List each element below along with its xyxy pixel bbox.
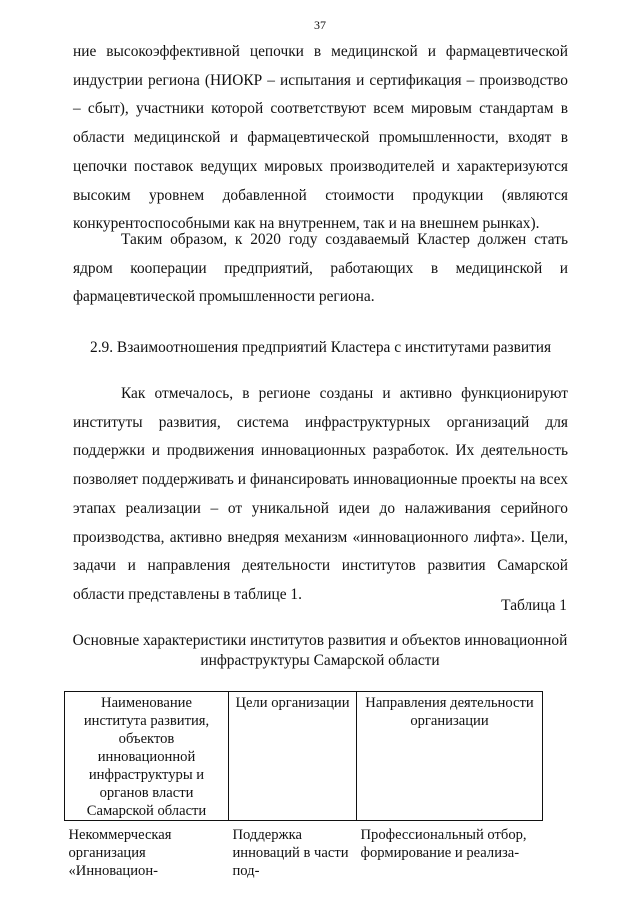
table-row	[65, 821, 543, 881]
header-cell-name: Наименование института развития, объектов инновационной инфраструктуры и органов власти Самарской области	[65, 692, 229, 821]
body-paragraph-3: Как отмечалось, в регионе созданы и активно функционируют институты развития, система инфраструктурных организаций для поддержки и продвижения инновационных разработок. Их деятельность позволяет поддерживать и финансировать инновационные проекты на всех этапах реализации – от уникальной идеи до налаживания серийного производства, активно внедряя механизм «инновационного лифта». Цели, задачи и направления деятельности институтов развития Самарской области представлены в таблице 1.	[73, 385, 568, 603]
table-body	[65, 821, 543, 881]
table-header	[65, 692, 543, 821]
row-cell-goals: Поддержка инноваций в части под-	[232, 827, 349, 879]
table-caption-line-1: Основные характеристики институтов развития и объектов инновационной	[72, 632, 568, 649]
section-heading: 2.9. Взаимоотношения предприятий Кластера с институтами развития	[90, 339, 552, 356]
table-caption-line-2: инфраструктуры Самарской области	[200, 652, 440, 669]
page-number: 37	[314, 18, 326, 32]
institutes-table	[64, 691, 543, 880]
row-cell-name: Некоммерческая организация «Инновацион-	[68, 827, 172, 879]
table-label: Таблица 1	[501, 597, 567, 614]
header-cell-directions: Направления деятельности организации	[357, 692, 543, 821]
table-header-row	[65, 692, 543, 821]
table-caption	[60, 631, 580, 671]
header-cell-goals: Цели организации	[229, 692, 357, 821]
body-paragraph-2: Таким образом, к 2020 году создаваемый Кластер должен стать ядром кооперации предприятий, работающих в медицинской и фармацевтической промышленности региона.	[73, 231, 568, 306]
row-cell-directions: Профессиональный отбор, формирование и реализа-	[360, 827, 527, 861]
body-paragraph-1: ние высокоэффективной цепочки в медицинской и фармацевтической индустрии региона (НИОКР – испытания и сертификация – производство – сбыт), участники которой соответствуют всем мировым стандартам в области медицинской и фармацевтической промышленности, входят в цепочки поставок ведущих мировых производителей и характеризуются высоким уровнем добавленной стоимости продукции (являются конкурентоспособными как на внутреннем, так и на внешнем рынках).	[73, 43, 568, 233]
